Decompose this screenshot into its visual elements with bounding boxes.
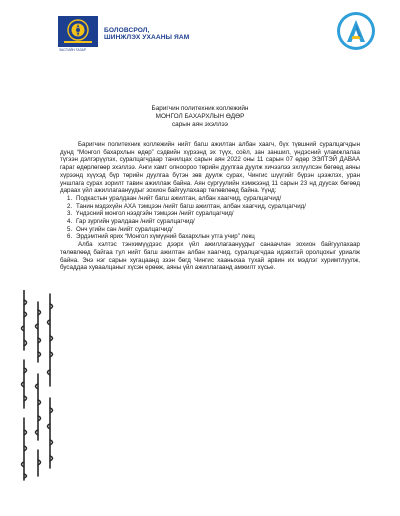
vertical-script-decoration	[16, 290, 56, 485]
intro-paragraph: Баригчин политехник коллежийн нийт багш ажилтан албан хаагч, бүх түвшний суралцагчдын дунд “Монгол бахархлын өдөр” сэдвийн хүрээнд эх түүх, соёл, зан заншил, үндэсний уламжлалаа түгээн дэлгэрүүлэх, суралцагчдаар танилцах сарын аян 2022 оны 11 сарын 07 өдөр ЭЭЛТЭЙ ДАВАА гараг өдөрлөгөөр эхэллээ. Анги хамт олноороо төрийн дуулгаа дуулж хичээлээ эхлүүлсэн бөгөөд аяны хүрээнд хүүхэд бүр төрийн дуулгаа бүтэн зөв дуулж сурах, Чингис шүүгийг бүрэн цээжлэх, уран уншлага сурах зорилт тавин ажиллаж байна. Аян сургуулийн хэмжээнд 11 сарын 23 нд дуусах бөгөөд дараах үйл ажиллагаануудыг зохион байгуулахаар төлөвлөөд байна. Үүнд:	[60, 141, 360, 195]
list-item: 6. Эрдэмтний ярих “Монгол хүмүүний бахархлын утга учир” лекц	[67, 233, 255, 241]
ministry-name	[104, 27, 189, 42]
list-item: 2. Танин мэдэхүйн АХА тэмцээн /нийт багш ажилтан, албан хаагчид, суралцагчид/	[67, 202, 306, 210]
mongolian-state-emblem-icon	[58, 16, 98, 47]
list-item: 4. Гар зургийн уралдаан /нийт суралцагчид/	[67, 218, 195, 226]
activity-list	[60, 195, 360, 241]
list-item: 1. Подкастын уралдаан /нийт багш ажилтан, албан хаагчид, суралцагчид/	[67, 194, 282, 202]
ministry-name-line1: БОЛОВСРОЛ,	[104, 27, 150, 34]
closing-paragraph: Алба хэлтэс тэнхимүүдээс дээрх үйл ажиллагаануудыг санаачлан зохион байгуулахаар төлөвлөөд байгаа тул нийт багш ажилтан албан хаагчид, суралцагчдаа идэвхтэй оролцохыг уриалж байна. Энэ нэг сарын хугацаанд зээн бөгд Чингис хааныхаа тухай арвин их мэдлэг хуримтлуулж, бусаддаа хуваалцаныг хүсэн ерөөж, аяны үйл ажиллагаанд амжилт хүсье.	[60, 241, 360, 272]
college-a-logo-icon	[337, 12, 375, 50]
list-item: 5. Онч угийн сан /нийт суралцагчид/	[67, 225, 173, 233]
title-line-campaign: сарын аян эхэллээ	[171, 121, 228, 128]
ministry-header	[58, 16, 218, 50]
title-line-event: МОНГОЛ БАХАРХЛЫН ӨДӨР	[155, 113, 245, 120]
ministry-name-line2: ШИНЖЛЭХ УХААНЫ ЯАМ	[104, 34, 190, 42]
ministry-small-caption: МОНГОЛ УЛСЫН ЗАСГИЙН ГАЗАР	[59, 44, 87, 52]
title-line-college: Баригчин политехник коллежийн	[151, 105, 249, 112]
list-item: 3. Үндэсний монгол нээдгэйн тэмцээн /нийт суралцагчид/	[67, 210, 234, 218]
document-body	[60, 141, 360, 272]
